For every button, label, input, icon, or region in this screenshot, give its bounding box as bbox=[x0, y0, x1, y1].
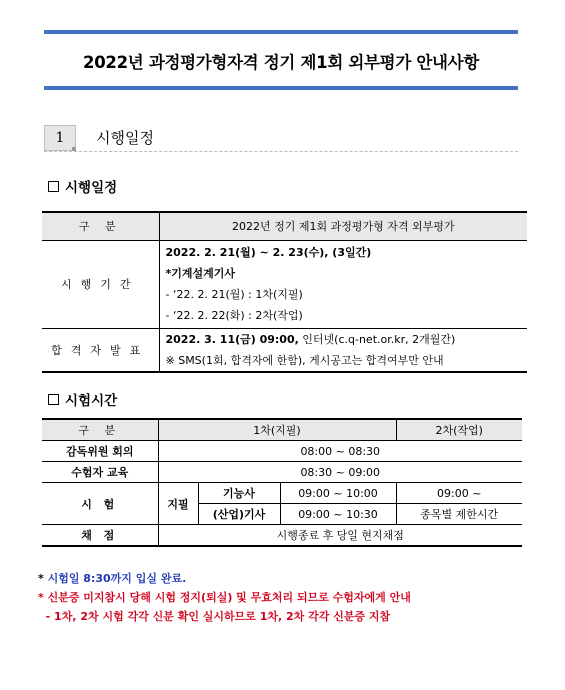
grading-label: 채 점 bbox=[42, 525, 158, 547]
grading-time: 시행종료 후 당일 현지채점 bbox=[158, 525, 522, 547]
exam-second-line2: 종목별 제한시간 bbox=[396, 504, 522, 525]
exam-label: 시 험 bbox=[42, 483, 158, 525]
section-divider bbox=[44, 151, 518, 152]
title-rule-bottom bbox=[44, 86, 518, 90]
period-line-first: - ‘22. 2. 21(월) : 1차(지필) bbox=[165, 288, 303, 301]
schedule-heading bbox=[48, 176, 117, 196]
exam-sub1-label: 기능사 bbox=[198, 483, 280, 504]
checkbox-square-icon bbox=[48, 394, 59, 405]
note-1 bbox=[38, 569, 411, 588]
result-site: 인터넷(c.q-net.or.kr, 2개월간) bbox=[298, 332, 456, 346]
period-line-dates: 2022. 2. 21(월) ~ 2. 23(수), (3일간) bbox=[165, 246, 372, 259]
checkbox-square-icon bbox=[48, 181, 59, 192]
times-heading-text: 시험시간 bbox=[65, 393, 118, 409]
page-title: 2022년 과정평가형자격 정기 제1회 외부평가 안내사항 bbox=[83, 53, 479, 72]
schedule-header-category: 구 분 bbox=[42, 212, 159, 240]
times-heading bbox=[48, 389, 117, 409]
exam-sub1-time: 09:00 ~ 10:00 bbox=[280, 483, 396, 504]
exam-type: 지필 bbox=[158, 483, 198, 525]
meeting-time: 08:00 ~ 08:30 bbox=[158, 441, 522, 462]
result-details bbox=[159, 328, 527, 372]
education-time: 08:30 ~ 09:00 bbox=[158, 462, 522, 483]
times-header-second: 2차(작업) bbox=[396, 419, 522, 441]
result-label: 합격자발표 bbox=[42, 328, 159, 372]
meeting-label: 감독위원 회의 bbox=[42, 441, 158, 462]
title-rule-top bbox=[44, 30, 518, 34]
note-1-text: 시험일 8:30까지 입실 완료. bbox=[47, 572, 187, 585]
exam-sub2-time: 09:00 ~ 10:30 bbox=[280, 504, 396, 525]
schedule-table bbox=[42, 211, 527, 373]
period-line-second: - ‘22. 2. 22(화) : 2차(작업) bbox=[165, 309, 303, 322]
times-header-first: 1차(지필) bbox=[158, 419, 396, 441]
title-block bbox=[44, 30, 518, 90]
period-details bbox=[159, 240, 527, 328]
result-line-1 bbox=[166, 329, 524, 350]
note-2: * 신분증 미지참시 당해 시험 정지(퇴실) 및 무효처리 되므로 수험자에게 안내 bbox=[38, 591, 411, 604]
times-header-category: 구 분 bbox=[42, 419, 158, 441]
period-label: 시행기간 bbox=[42, 240, 159, 328]
section-number: 1 bbox=[44, 125, 76, 151]
result-line-2: ※ SMS(1회, 합격자에 한함), 게시공고는 합격여부만 안내 bbox=[165, 353, 444, 367]
note-1-bullet: * bbox=[38, 572, 48, 585]
schedule-header-title: 2022년 정기 제1회 과정평가형 자격 외부평가 bbox=[159, 212, 527, 240]
section-header bbox=[44, 125, 518, 151]
exam-second-line1: 09:00 ~ bbox=[396, 483, 522, 504]
exam-sub2-label: (산업)기사 bbox=[198, 504, 280, 525]
note-3: - 1차, 2차 시험 각각 신분 확인 실시하므로 1차, 2차 각각 신분증 지참 bbox=[38, 610, 391, 623]
notes-block bbox=[38, 569, 411, 626]
period-line-subject: *기계설계기사 bbox=[165, 267, 236, 280]
result-date: 2022. 3. 11(금) 09:00, bbox=[165, 332, 299, 346]
education-label: 수험자 교육 bbox=[42, 462, 158, 483]
schedule-heading-text: 시행일정 bbox=[65, 180, 118, 196]
exam-time-table bbox=[42, 418, 522, 547]
section-title: 시행일정 bbox=[96, 129, 154, 147]
